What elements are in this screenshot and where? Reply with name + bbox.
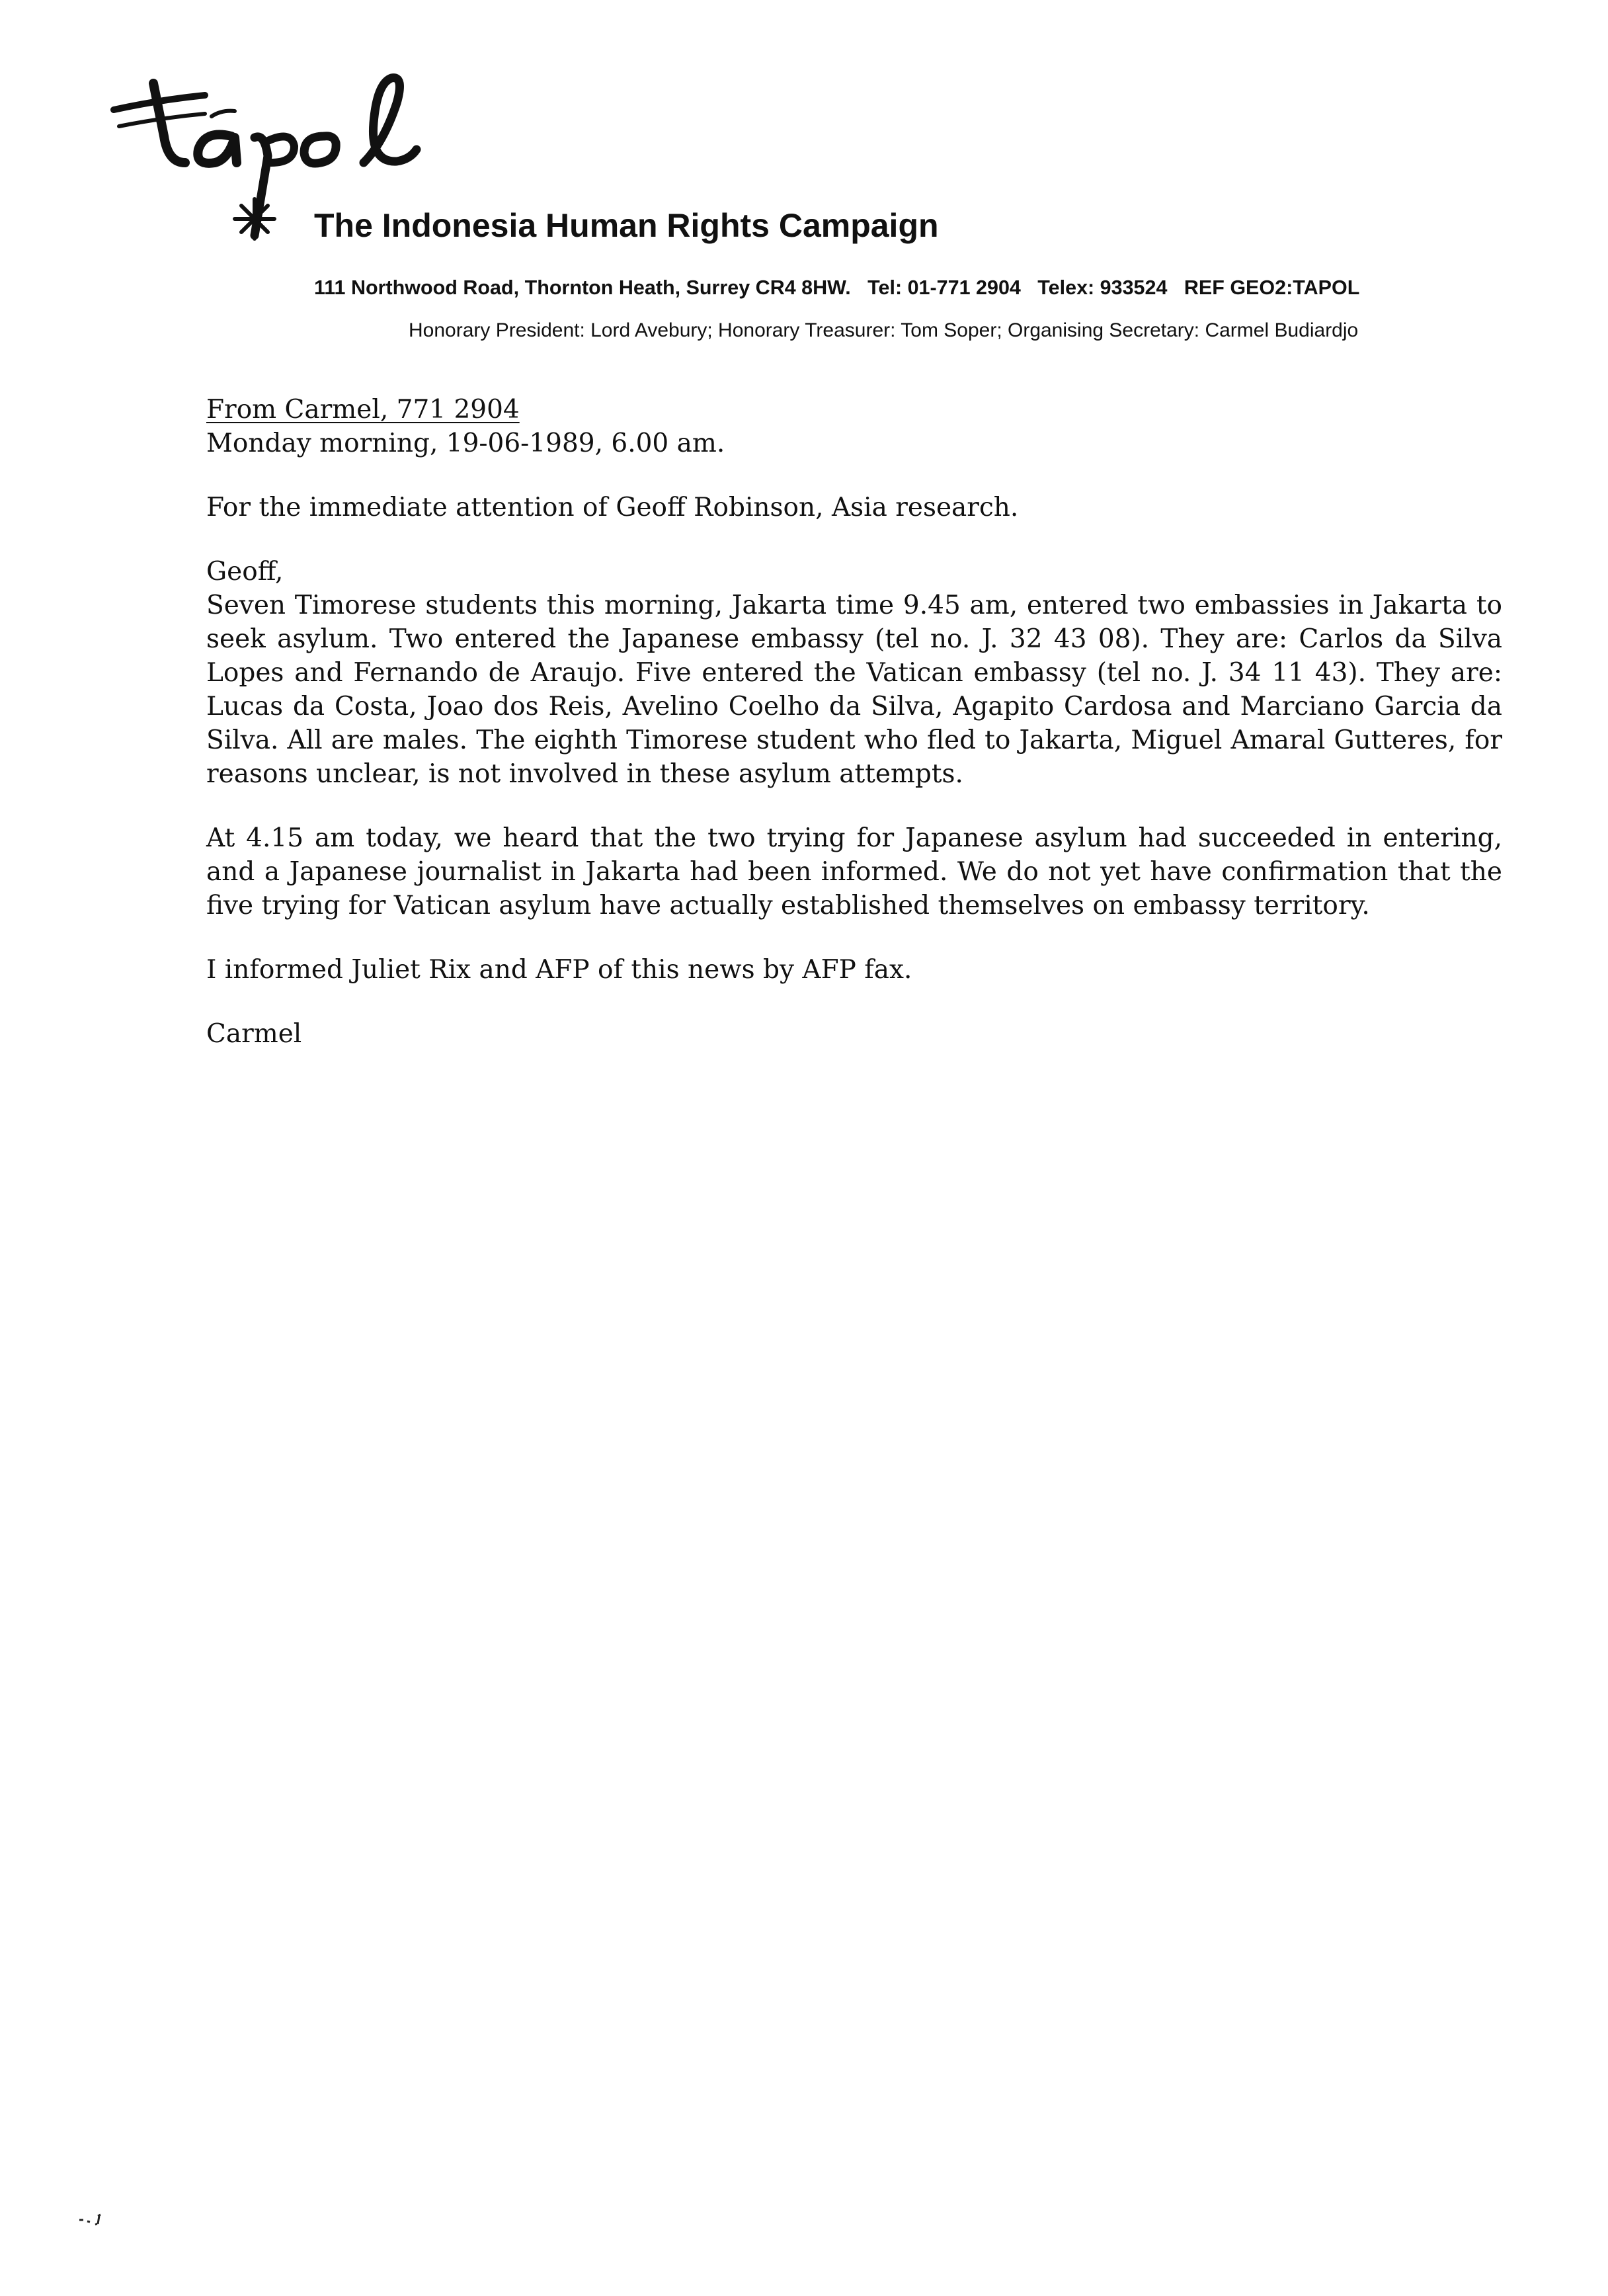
from-line: From Carmel, 771 2904 bbox=[206, 395, 520, 425]
letterhead-officers: Honorary President: Lord Avebury; Honorary Treasurer: Tom Soper; Organising Secretary: Carmel Budiardjo bbox=[409, 319, 1359, 341]
organization-name: The Indonesia Human Rights Campaign bbox=[314, 207, 939, 244]
letterhead-address: 111 Northwood Road, Thornton Heath, Surrey CR4 8HW. Tel: 01-771 2904 Telex: 933524 REF GEO2:TAPOL bbox=[314, 276, 1360, 299]
signature: Carmel bbox=[206, 1019, 302, 1049]
scan-speck-icon bbox=[78, 2212, 111, 2227]
date-line: Monday morning, 19-06-1989, 6.00 am. bbox=[206, 429, 725, 458]
letter-body bbox=[206, 393, 1502, 1051]
attention-line: For the immediate attention of Geoff Robinson, Asia research. bbox=[206, 493, 1019, 522]
salutation: Geoff, bbox=[206, 557, 284, 587]
paragraph-2: At 4.15 am today, we heard that the two trying for Japanese asylum had succeeded in entering, and a Japanese journalist in Jakarta had been informed. We do not yet have confirmation that the five trying for Vatican asylum have actually established themselves on embassy territory. bbox=[206, 823, 1502, 921]
paragraph-1: Seven Timorese students this morning, Jakarta time 9.45 am, entered two embassies in Jakarta to seek asylum. Two entered the Japanese embassy (tel no. J. 32 43 08). They are: Carlos da Silva Lopes and Fernando de Araujo. Five entered the Vatican embassy (tel no. J. 34 11 43). They are: Lucas da Costa, Joao dos Reis, Avelino Coelho da Silva, Agapito Cardosa and Marciano Garcia da Silva. All are males. The eighth Timorese student who fled to Jakarta, Miguel Amaral Gutteres, for reasons unclear, is not involved in these asylum attempts. bbox=[206, 591, 1502, 789]
paragraph-3: I informed Juliet Rix and AFP of this news by AFP fax. bbox=[206, 955, 912, 985]
